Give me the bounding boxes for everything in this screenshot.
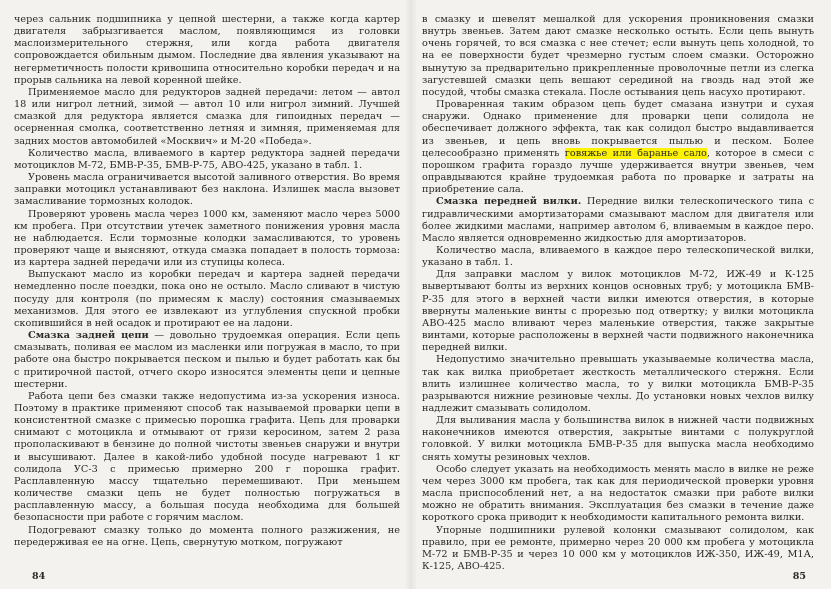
left-page-text xyxy=(14,14,400,549)
right-page-text xyxy=(422,14,814,573)
right-page xyxy=(422,14,814,584)
paragraph: Особо следует указать на необходимость менять масло в вилке не реже чем через 3000 км пробега, так как для периодической проверки уровня масла приспособлений нет, а на недостаток смазки при работе вилки можно не обратить внимания. Эксплуатация без смазки в течение даже короткого срока приводит к необходимости капитального ремонта вилки. xyxy=(422,463,814,524)
paragraph: через сальник подшипника у цепной шестерни, а также когда картер двигателя забрызгивается маслом, появляющимся из головки маслоизмерительного стержня, или когда работа двигателя сопровождается обильным дымом. Последние два явления указывают на негерметичность полости кривошипа относительно коробки передач и на прорыв сальника на левой коренной шейке. xyxy=(14,14,400,86)
paragraph xyxy=(422,99,814,196)
section-heading: Смазка задней цепи xyxy=(28,330,149,342)
paragraph-text: — довольно трудоемкая операция. Если цепь смазывать, поливая ее маслом из масленки или погружая в масло, то при работе она быстро покрывается песком и пылью и будет работать как бы с притирочной пастой, отчего скоро износятся элементы цепи и цепные шестерни. xyxy=(14,330,400,390)
paragraph: Уровень масла ограничивается высотой заливного отверстия. Во время заправки мотоцикл устанавливают без наклона. Излишек масла вызовет замасливание тормозных колодок. xyxy=(14,172,400,208)
highlighted-text: говяжье или баранье сало xyxy=(564,147,707,159)
paragraph-text: , которое в смеси с порошком графита гораздо лучше удерживается внутри звеньев, чем оправдываются крайне трудоемкая работа по проварке и затраты на приобретение сала. xyxy=(422,147,814,196)
paragraph: Проверяют уровень масла через 1000 км, заменяют масло через 5000 км пробега. При отсутствии утечек заметного понижения уровня масла не наблюдается. Если тормозные колодки замасливаются, то уровень проверяют чаще и выясняют, откуда смазка попадает в полость тормоза: из картера задней передачи или из ступицы колеса. xyxy=(14,208,400,269)
section-heading: Смазка передней вилки. xyxy=(436,196,582,208)
paragraph: в смазку и шевелят мешалкой для ускорения проникновения смазки внутрь звеньев. Затем дают смазке несколько остыть. Если цепь вынуть очень горячей, то вся смазка с нее стечет; если вынуть цепь холодной, то на ее поверхности будет чрезмерно густым слоем смазки. Осторожно вынутую за предварительно прикрепленные проволочные петли из слегка загустевшей смазки цепь вешают серединой на гвоздь над этой же посудой, чтобы смазка стекала. После остывания цепь насухо протирают. xyxy=(422,14,814,98)
paragraph: Подогревают смазку только до момента полного разжижения, не передерживая ее на огне. Цепь, свернутую мотком, погружают xyxy=(14,524,400,548)
paragraph: Для выливания масла у большинства вилок в нижней части подвижных наконечников имеются отверстия, закрытые винтами с полукруглой головкой. У вилки мотоцикла БМВ-Р-35 для выпуска масла необходимо снять хомуты резиновых чехлов. xyxy=(422,415,814,463)
page-number: 85 xyxy=(792,571,806,582)
paragraph xyxy=(14,330,400,391)
paragraph: Упорные подшипники рулевой колонки смазывают солидолом, как правило, при ее ремонте, примерно через 20 000 км пробега у мотоцикла М-72 и БМВ-Р-35 и через 10 000 км у мотоциклов ИЖ-350, ИЖ-49, М1А, К-125, АВО-425. xyxy=(422,524,814,573)
paragraph: Выпускают масло из коробки передач и картера задней передачи немедленно после поездки, пока оно не остыло. Масло сливают в чистую посуду для контроля (по примесям к маслу) состояния смазываемых механизмов. Для этого ее извлекают из углубления спускной пробки скопившийся в ней осадок и протирают ее на ладони. xyxy=(14,269,400,329)
paragraph: Работа цепи без смазки также недопустима из-за ускорения износа. Поэтому в практике применяют способ так называемой проварки цепи в консистентной смазке с примесью порошка графита. Цепь для проварки снимают с мотоцикла и отмывают от грязи керосином, затем 2 раза прополаскивают в бензине до полной чистоты звеньев снаружи и внутри и высушивают. Далее в какой-либо удобной посуде нагревают 1 кг солидола УС-3 с примесью примерно 200 г порошка графит. Расплавленную массу тщательно перемешивают. При меньшем количестве смазки цепь не будет полностью погружаться в расплавленную массу, а большая посуда необходима для большей безопасности при работе с горячим маслом. xyxy=(14,390,400,524)
paragraph: Для заправки маслом у вилок мотоциклов М-72, ИЖ-49 и К-125 вывертывают болты из верхних концов основных труб; у мотоцикла БМВ-Р-35 для этого в верхней части вилки имеются отверстия, в которые ввернуты маленькие винты с прорезью под отвертку; у вилки мотоцикла АВО-425 масло вливают через маленькие отверстия, также закрытые винтами, которые расположены в верхней части подвижного наконечника передней вилки. xyxy=(422,269,814,354)
paragraph: Количество масла, вливаемого в каждое перо телескопической вилки, указано в табл. 1. xyxy=(422,244,814,269)
book-gutter xyxy=(405,0,417,589)
paragraph: Количество масла, вливаемого в картер редуктора задней передачи мотоциклов М-72, БМВ-Р-35, БМВ-Р-75, АВО-425, указано в табл. 1. xyxy=(14,147,400,171)
paragraph: Недопустимо значительно превышать указываемые количества масла, так как вилка приобретает жесткость металлического стержня. Если влить излишнее количество масла, то у вилки мотоцикла БМВ-Р-35 разрываются нижние резиновые чехлы. До установки новых чехлов вилку надлежит смазывать солидолом. xyxy=(422,354,814,414)
left-page xyxy=(14,14,400,584)
paragraph xyxy=(422,196,814,245)
paragraph-text: Проваренная таким образом цепь будет смазана изнутри и сухая снаружи. Однако применение для проварки цепи солидола не обеспечивает должного эффекта, так как солидол быстро выдавливается из звеньев, и цепь вновь покрывается пылью и песком. Более целесообразно применять xyxy=(422,99,814,159)
paragraph-text: Передние вилки телескопического типа с гидравлическими амортизаторами смазывают маслом для двигателя или более жидкими маслами, например автолом 6, вливаемым в каждое перо. Масло является одновременно жидкостью для амортизаторов. xyxy=(422,196,814,244)
page-number: 84 xyxy=(32,571,46,582)
paragraph: Применяемое масло для редукторов задней передачи: летом — автол 18 или нигрол летний, зимой — автол 10 или нигрол зимний. Лучшей смазкой для редуктора является смазка для гипоидных передач — осерненная смолка, соответственно летняя и зимняя, применяемая для задних мостов автомобилей «Москвич» и М-20 «Победа». xyxy=(14,86,400,147)
